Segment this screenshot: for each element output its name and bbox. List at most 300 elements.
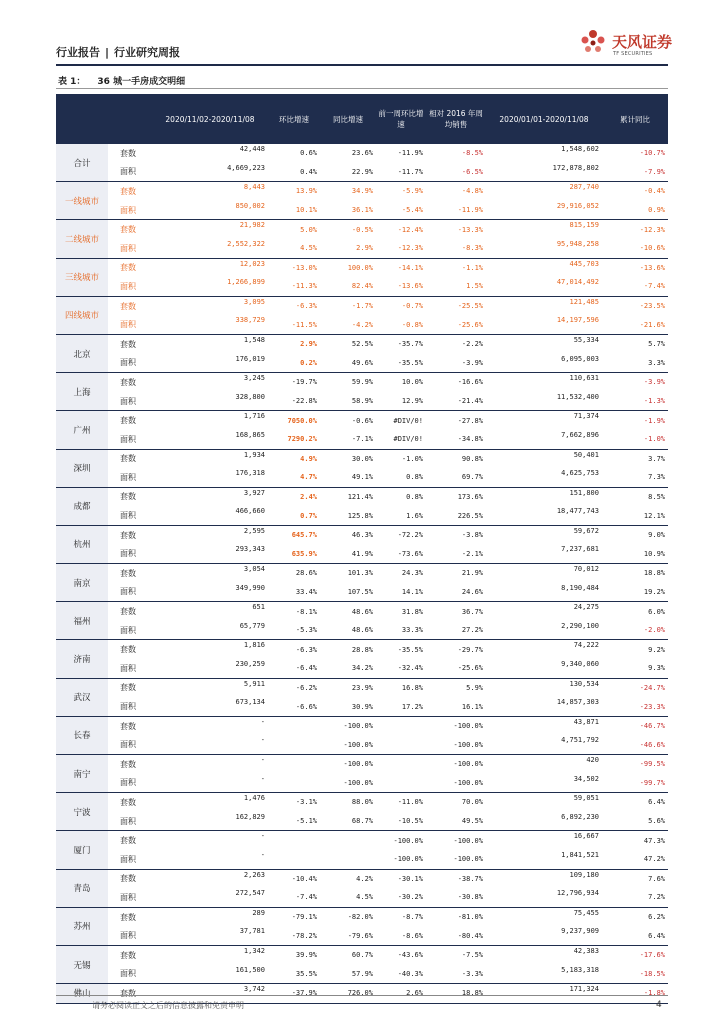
value-cell: -81.0% (457, 913, 483, 922)
value-cell: 8,190,484 (486, 583, 602, 602)
city-name: 南宁 (56, 755, 108, 793)
value-cell: 60.7% (351, 951, 373, 960)
table-row (56, 812, 668, 831)
value-cell: 31.8% (401, 607, 423, 616)
metric-label: 面积 (108, 926, 152, 945)
value-cell: #DIV/0! (376, 430, 426, 449)
value-cell (268, 755, 320, 774)
value-cell (320, 850, 376, 869)
value-cell: 101.3% (347, 569, 373, 578)
value-cell: -17.6% (639, 951, 665, 960)
table-row (56, 716, 668, 735)
value-cell: 328,800 (152, 392, 268, 411)
value-cell: 17.2% (376, 697, 426, 716)
city-name: 苏州 (56, 907, 108, 945)
value-cell: 59,051 (573, 794, 599, 803)
value-cell (320, 831, 376, 850)
value-cell: 162,829 (152, 812, 268, 831)
metric-label: 套数 (120, 797, 136, 807)
value-cell: 34.2% (320, 659, 376, 678)
value-cell: 168,865 (152, 430, 268, 449)
value-cell: 2,552,322 (152, 239, 268, 258)
value-cell: 2,595 (243, 526, 265, 535)
value-cell: 55,334 (573, 335, 599, 344)
table-row (56, 468, 668, 487)
value-cell: 39.9% (295, 951, 317, 960)
value-cell (268, 850, 320, 869)
value-cell: -34.8% (426, 430, 486, 449)
value-cell: 109,180 (569, 870, 599, 879)
value-cell: -0.5% (351, 225, 373, 234)
value-cell: 3.3% (602, 354, 668, 373)
value-cell: -1.3% (602, 392, 668, 411)
col-header: 前一周环比增速 (376, 94, 426, 144)
value-cell: 7.3% (602, 468, 668, 487)
value-cell: 65,779 (152, 621, 268, 640)
table-row (56, 850, 668, 869)
value-cell: 420 (586, 756, 599, 764)
city-name: 二线城市 (56, 220, 108, 258)
city-name: 佛山 (56, 984, 108, 1004)
value-cell: 95,948,258 (486, 239, 602, 258)
value-cell: -8.1% (295, 607, 317, 616)
value-cell: -21.4% (426, 392, 486, 411)
value-cell: 41.9% (320, 544, 376, 563)
value-cell: 13.9% (295, 187, 317, 196)
table-row (56, 678, 668, 697)
value-cell: 16.1% (426, 697, 486, 716)
table-row (56, 564, 668, 583)
value-cell: 293,343 (152, 544, 268, 563)
col-header: 环比增速 (268, 94, 320, 144)
logo-subtitle: TF SECURITIES (613, 51, 653, 57)
value-cell: -7.1% (320, 430, 376, 449)
metric-label: 面积 (108, 659, 152, 678)
value-cell: 3,927 (243, 488, 265, 497)
value-cell: 4.9% (300, 454, 317, 463)
value-cell: 161,500 (152, 965, 268, 984)
col-header (56, 94, 108, 144)
value-cell: 107.5% (320, 583, 376, 602)
value-cell: 24,275 (573, 603, 599, 612)
value-cell: 349,990 (152, 583, 268, 602)
value-cell: 6.4% (648, 798, 665, 807)
table-row (56, 525, 668, 544)
value-cell: 673,134 (152, 697, 268, 716)
value-cell: 19.2% (602, 583, 668, 602)
value-cell: -8.5% (461, 149, 483, 158)
value-cell: -3.9% (643, 378, 665, 387)
value-cell: 850,002 (152, 201, 268, 220)
value-cell: #DIV/0! (393, 416, 423, 425)
table-row (56, 163, 668, 182)
value-cell (376, 774, 426, 793)
value-cell: -73.6% (376, 544, 426, 563)
metric-label: 面积 (108, 506, 152, 525)
value-cell: 1,841,521 (486, 850, 602, 869)
table-row (56, 449, 668, 468)
metric-label: 套数 (120, 492, 136, 502)
col-header (108, 94, 152, 144)
value-cell: 635.9% (268, 544, 320, 563)
value-cell: 82.4% (320, 277, 376, 296)
metric-label: 套数 (120, 683, 136, 693)
table-title-text: 36 城一手房成交明细 (97, 77, 186, 87)
value-cell: 7050.0% (287, 416, 317, 425)
value-cell: -3.9% (426, 354, 486, 373)
metric-label: 面积 (108, 965, 152, 984)
metric-label: 面积 (108, 277, 152, 296)
value-cell: 34.9% (351, 187, 373, 196)
value-cell: 6.4% (602, 926, 668, 945)
value-cell: -8.7% (401, 913, 423, 922)
table-label: 表 1： (58, 77, 86, 87)
value-cell: -80.4% (426, 926, 486, 945)
value-cell: 48.6% (320, 621, 376, 640)
value-cell: 30.0% (351, 454, 373, 463)
value-cell: 50,401 (573, 450, 599, 459)
value-cell: 338,729 (152, 315, 268, 334)
value-cell: 4,669,223 (152, 163, 268, 182)
value-cell: 47,014,492 (486, 277, 602, 296)
value-cell: 42,383 (573, 946, 599, 955)
value-cell: 88.0% (351, 798, 373, 807)
table-row (56, 831, 668, 850)
col-header: 2020/01/01-2020/11/08 (486, 94, 602, 144)
table-row (56, 945, 668, 964)
value-cell: 0.4% (268, 163, 320, 182)
city-name: 广州 (56, 411, 108, 449)
value-cell: -25.6% (426, 659, 486, 678)
value-cell: 125.8% (320, 506, 376, 525)
metric-label: 面积 (108, 315, 152, 334)
table-row (56, 411, 668, 430)
value-cell: -35.5% (376, 354, 426, 373)
value-cell: 1,716 (243, 412, 265, 421)
table-row (56, 506, 668, 525)
value-cell: 10.1% (268, 201, 320, 220)
city-name: 深圳 (56, 449, 108, 487)
value-cell: 1,934 (243, 450, 265, 459)
table-row (56, 430, 668, 449)
table-row (56, 544, 668, 563)
value-cell: - (260, 717, 265, 726)
metric-label: 面积 (108, 812, 152, 831)
value-cell: 2.9% (300, 340, 317, 349)
value-cell: 121.4% (347, 492, 373, 501)
value-cell: 75,455 (573, 908, 599, 917)
value-cell: 0.2% (268, 354, 320, 373)
metric-label: 套数 (120, 186, 136, 196)
value-cell (376, 716, 426, 735)
metric-label: 套数 (120, 339, 136, 349)
value-cell: 71,374 (573, 412, 599, 421)
value-cell: -35.7% (397, 340, 423, 349)
value-cell: 21.9% (461, 569, 483, 578)
value-cell: 6.2% (648, 913, 665, 922)
table-row (56, 869, 668, 888)
value-cell: 7.6% (648, 874, 665, 883)
value-cell: -11.9% (426, 201, 486, 220)
col-header: 相对 2016 年周均销售 (426, 94, 486, 144)
value-cell: -100.0% (393, 836, 423, 845)
value-cell: 33.4% (268, 583, 320, 602)
value-cell: -1.0% (602, 430, 668, 449)
value-cell: 0.7% (268, 506, 320, 525)
metric-label: 套数 (120, 912, 136, 922)
title-rule (56, 88, 668, 89)
value-cell: -1.9% (643, 416, 665, 425)
value-cell: -6.4% (268, 659, 320, 678)
header-separator: | (105, 46, 110, 59)
value-cell: -7.4% (268, 888, 320, 907)
transaction-table (56, 94, 668, 1004)
value-cell: -100.0% (376, 850, 426, 869)
metric-label: 面积 (108, 354, 152, 373)
value-cell: 24.6% (426, 583, 486, 602)
value-cell: 47.3% (643, 836, 665, 845)
value-cell: 1,266,899 (152, 277, 268, 296)
value-cell: 36.7% (461, 607, 483, 616)
value-cell: 651 (252, 603, 265, 612)
value-cell: 226.5% (426, 506, 486, 525)
value-cell: 18,477,743 (486, 506, 602, 525)
value-cell: -0.6% (351, 416, 373, 425)
metric-label: 面积 (108, 583, 152, 602)
value-cell: 1,816 (243, 641, 265, 650)
footer-disclaimer: 请务必阅读正文之后的信息披露和免责申明 (92, 1001, 244, 1010)
table-row (56, 392, 668, 411)
metric-label: 套数 (120, 721, 136, 731)
value-cell: -32.4% (376, 659, 426, 678)
value-cell: 8.5% (648, 492, 665, 501)
value-cell: 59,672 (573, 526, 599, 535)
value-cell: 230,259 (152, 659, 268, 678)
value-cell: 16,667 (573, 832, 599, 841)
header-rule (56, 64, 668, 66)
value-cell: -21.6% (602, 315, 668, 334)
value-cell: -78.2% (268, 926, 320, 945)
value-cell: -30.8% (426, 888, 486, 907)
value-cell: 176,019 (152, 354, 268, 373)
value-cell: -100.0% (343, 760, 373, 769)
value-cell: 33.3% (376, 621, 426, 640)
value-cell: 0.6% (300, 149, 317, 158)
table-row (56, 334, 668, 353)
value-cell: -3.3% (426, 965, 486, 984)
value-cell: -82.0% (347, 913, 373, 922)
metric-label: 套数 (120, 607, 136, 617)
value-cell: -24.7% (639, 683, 665, 692)
value-cell: -7.4% (602, 277, 668, 296)
city-name: 成都 (56, 487, 108, 525)
table-row (56, 144, 668, 163)
value-cell: -99.7% (602, 774, 668, 793)
value-cell: 2.6% (376, 984, 426, 1004)
value-cell: 1,476 (243, 794, 265, 803)
value-cell: 9.3% (602, 659, 668, 678)
value-cell: -5.1% (268, 812, 320, 831)
company-logo (576, 26, 688, 68)
city-name: 厦门 (56, 831, 108, 869)
value-cell: -100.0% (320, 774, 376, 793)
value-cell: -1.1% (461, 263, 483, 272)
value-cell: 49.1% (320, 468, 376, 487)
table-row (56, 926, 668, 945)
table-row (56, 220, 668, 239)
value-cell: -18.5% (602, 965, 668, 984)
col-header: 2020/11/02-2020/11/08 (152, 94, 268, 144)
value-cell: 100.0% (347, 263, 373, 272)
value-cell: 9.2% (648, 645, 665, 654)
value-cell: 21,982 (239, 221, 265, 230)
metric-label: 套数 (120, 301, 136, 311)
value-cell: 7290.2% (268, 430, 320, 449)
value-cell: 42,448 (239, 145, 265, 153)
value-cell: -5.9% (401, 187, 423, 196)
value-cell: 176,318 (152, 468, 268, 487)
metric-label: 套数 (120, 874, 136, 884)
metric-label: 套数 (120, 377, 136, 387)
value-cell (268, 735, 320, 754)
city-name: 三线城市 (56, 258, 108, 296)
table-row (56, 258, 668, 277)
header-left: 行业报告 (56, 46, 100, 59)
value-cell: -13.6% (376, 277, 426, 296)
value-cell: 6.0% (648, 607, 665, 616)
value-cell: -10.6% (602, 239, 668, 258)
value-cell: 7.2% (602, 888, 668, 907)
metric-label: 套数 (120, 530, 136, 540)
value-cell: 59.9% (351, 378, 373, 387)
value-cell: 14,857,303 (486, 697, 602, 716)
value-cell: -4.8% (461, 187, 483, 196)
value-cell: 0.9% (602, 201, 668, 220)
value-cell (268, 831, 320, 850)
value-cell: 173.6% (457, 492, 483, 501)
value-cell: 4,751,792 (486, 735, 602, 754)
value-cell: - (152, 850, 268, 869)
report-header (56, 44, 180, 60)
table-row (56, 487, 668, 506)
value-cell: 29,916,052 (486, 201, 602, 220)
table-row (56, 659, 668, 678)
value-cell: -2.0% (602, 621, 668, 640)
value-cell: 69.7% (426, 468, 486, 487)
value-cell: 815,159 (569, 221, 599, 230)
value-cell: 47.2% (602, 850, 668, 869)
value-cell: -11.9% (397, 149, 423, 158)
footer-rule (56, 995, 668, 996)
value-cell: -13.0% (291, 263, 317, 272)
value-cell: -13.3% (457, 225, 483, 234)
city-name: 四线城市 (56, 296, 108, 334)
metric-label: 面积 (108, 239, 152, 258)
value-cell: 52.5% (351, 340, 373, 349)
value-cell: -11.5% (268, 315, 320, 334)
value-cell: -30.2% (376, 888, 426, 907)
table-row (56, 640, 668, 659)
value-cell: -25.6% (426, 315, 486, 334)
value-cell: 28.6% (295, 569, 317, 578)
value-cell: 7,662,896 (486, 430, 602, 449)
value-cell: -100.0% (453, 722, 483, 731)
value-cell: 121,485 (569, 297, 599, 306)
value-cell: -0.7% (401, 302, 423, 311)
table-row (56, 888, 668, 907)
value-cell: -16.6% (457, 378, 483, 387)
value-cell: -12.3% (639, 225, 665, 234)
value-cell: -0.4% (643, 187, 665, 196)
value-cell: -99.5% (639, 760, 665, 769)
city-name: 杭州 (56, 525, 108, 563)
value-cell (376, 735, 426, 754)
logo-name: 天风证券 (612, 33, 673, 51)
value-cell: -11.7% (376, 163, 426, 182)
value-cell: -13.6% (639, 263, 665, 272)
value-cell: 90.8% (461, 454, 483, 463)
value-cell: -7.9% (602, 163, 668, 182)
table-row (56, 182, 668, 201)
metric-label: 面积 (108, 621, 152, 640)
value-cell: 48.6% (351, 607, 373, 616)
value-cell: -0.8% (376, 315, 426, 334)
value-cell: -43.6% (397, 951, 423, 960)
value-cell: 24.3% (401, 569, 423, 578)
value-cell: - (260, 756, 265, 764)
metric-label: 面积 (108, 774, 152, 793)
value-cell: 36.1% (320, 201, 376, 220)
value-cell: 1,342 (243, 946, 265, 955)
value-cell: 2.9% (320, 239, 376, 258)
metric-label: 面积 (108, 430, 152, 449)
value-cell: 6,095,003 (486, 354, 602, 373)
value-cell: -10.7% (639, 149, 665, 158)
value-cell: 9.0% (648, 531, 665, 540)
value-cell: 37,781 (152, 926, 268, 945)
value-cell: -79.6% (320, 926, 376, 945)
value-cell: - (152, 735, 268, 754)
table-header-row (56, 94, 668, 144)
table-row (56, 755, 668, 774)
city-name: 南京 (56, 564, 108, 602)
value-cell: -79.1% (291, 913, 317, 922)
table-row (56, 621, 668, 640)
value-cell: -72.2% (397, 531, 423, 540)
value-cell: 466,660 (152, 506, 268, 525)
city-name: 青岛 (56, 869, 108, 907)
value-cell: 28.8% (351, 645, 373, 654)
city-name: 长春 (56, 716, 108, 754)
table-row (56, 373, 668, 392)
value-cell: 23.6% (351, 149, 373, 158)
value-cell: 57.9% (320, 965, 376, 984)
value-cell: 7,237,681 (486, 544, 602, 563)
city-name: 上海 (56, 373, 108, 411)
metric-label: 套数 (120, 950, 136, 960)
value-cell: 12,796,934 (486, 888, 602, 907)
table-row (56, 793, 668, 812)
value-cell: -1.8% (602, 984, 668, 1004)
value-cell: 23.9% (351, 683, 373, 692)
value-cell: -25.5% (457, 302, 483, 311)
table-row (56, 907, 668, 926)
value-cell: 68.7% (320, 812, 376, 831)
table-row (56, 965, 668, 984)
value-cell: 4.2% (356, 874, 373, 883)
value-cell: -3.1% (295, 798, 317, 807)
value-cell: 6,892,230 (486, 812, 602, 831)
